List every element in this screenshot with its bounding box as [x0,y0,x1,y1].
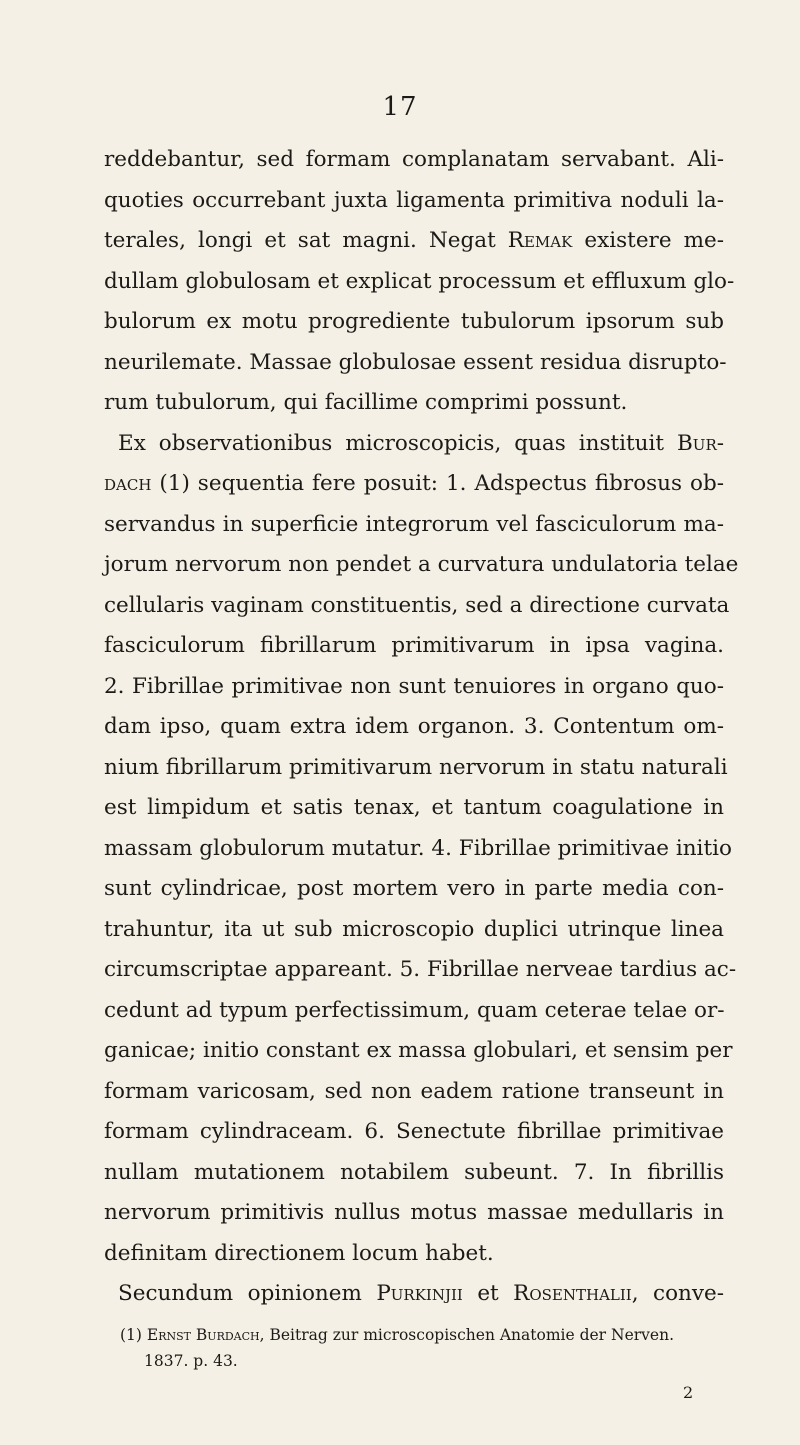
text-run: servandus in superficie integrorum vel fasciculorum ma- [104,511,724,537]
text-line [104,545,739,586]
text-run: dullam globulosam et explicat processum et effluxum glo- [104,268,735,294]
text-line [104,464,724,505]
author-name: Rosenthalii [513,1281,632,1306]
text-line [104,140,724,181]
text-line [104,1234,724,1275]
author-name: Ernst Burdach [146,1326,260,1344]
text-run: Secundum opinionem [118,1281,377,1306]
text-line [104,1112,724,1153]
text-line [104,626,724,667]
text-run: terales, longi et sat magni. Negat [104,228,508,253]
text-line [104,505,724,546]
footnote-line [120,1348,720,1374]
text-line [104,1193,724,1234]
text-run: nullam mutationem notabilem subeunt. 7. In fibrillis [104,1159,724,1185]
text-run: existere me- [572,228,724,253]
text-line [104,262,735,303]
text-line [104,829,732,870]
text-run: rum tubulorum, qui facillime comprimi possunt. [104,390,628,415]
text-line [104,1274,724,1315]
text-run: ganicae; initio constant ex massa globulari, et sensim per [104,1038,733,1063]
text-line [104,748,728,789]
text-run: circumscriptae appareant. 5. Fibrillae nerveae tardius ac- [104,957,737,982]
text-run: bulorum ex motu progrediente tubulorum ipsorum sub [104,309,724,334]
author-name: Remak [507,228,573,253]
text-run: formam cylindraceam. 6. Senectute fibrillae primitivae [104,1119,724,1144]
text-line [104,869,724,910]
text-run: quoties occurrebant juxta ligamenta primitiva noduli la- [104,187,724,213]
text-run: nervorum primitivis nullus motus massae medullaris in [104,1200,724,1225]
text-run: (1) sequentia fere posuit: 1. Adspectus fibrosus ob- [151,471,724,496]
text-line [104,181,724,222]
body-text [104,140,739,1315]
text-run: , Beitrag zur microscopischen Anatomie der Nerven. [259,1326,675,1344]
author-name: Purkinjii [376,1281,463,1306]
text-line [104,1031,733,1072]
text-line [104,221,724,262]
text-run: jorum nervorum non pendet a curvatura undulatoria telae [104,552,739,577]
text-run: neurilemate. Massae globulosae essent residua disrupto- [104,349,727,375]
text-run: et [462,1281,514,1306]
text-line [104,586,730,627]
text-run: trahuntur, ita ut sub microscopio duplici utrinque linea [104,916,724,942]
text-run: definitam directionem locum habet. [104,1240,494,1266]
text-line [104,1072,724,1113]
text-line [104,302,724,343]
text-line [104,707,724,748]
text-run: cedunt ad typum perfectissimum, quam ceterae telae or- [104,997,725,1023]
text-line [104,383,724,424]
text-run: formam varicosam, sed non eadem ratione transeunt in [104,1078,724,1104]
text-run: , conve- [631,1281,724,1306]
text-run: massam globulorum mutatur. 4. Fibrillae primitivae initio [104,835,732,861]
text-run: nium fibrillarum primitivarum nervorum in statu naturali [104,754,728,780]
text-run: cellularis vaginam constituentis, sed a directione curvata [104,592,730,618]
text-run: fasciculorum fibrillarum primitivarum in ipsa vagina. [104,633,724,658]
text-run: Ex observationibus microscopicis, quas instituit [118,430,677,456]
text-line [104,1153,724,1194]
text-line [104,788,724,829]
text-run: dam ipso, quam extra idem organon. 3. Contentum om- [104,714,724,739]
footnote [120,1322,720,1374]
text-run: est limpidum et satis tenax, et tantum coagulatione in [104,795,724,820]
text-run: (1) [120,1326,147,1344]
text-line [104,950,737,991]
page-number: 17 [382,92,418,122]
text-run: reddebantur, sed formam complanatam servabant. Ali- [104,147,724,172]
text-line [104,910,724,951]
author-name: dach [104,471,152,496]
text-run: 1837. p. 43. [144,1352,238,1370]
signature-mark: 2 [683,1383,694,1402]
text-line [104,667,724,708]
text-line [104,343,727,384]
text-line [104,991,724,1032]
text-run: sunt cylindricae, post mortem vero in parte media con- [104,876,724,901]
author-name: Bur- [677,430,724,456]
footnote-line [120,1322,720,1348]
text-run: 2. Fibrillae primitivae non sunt tenuiores in organo quo- [104,673,724,699]
text-line [104,424,724,465]
